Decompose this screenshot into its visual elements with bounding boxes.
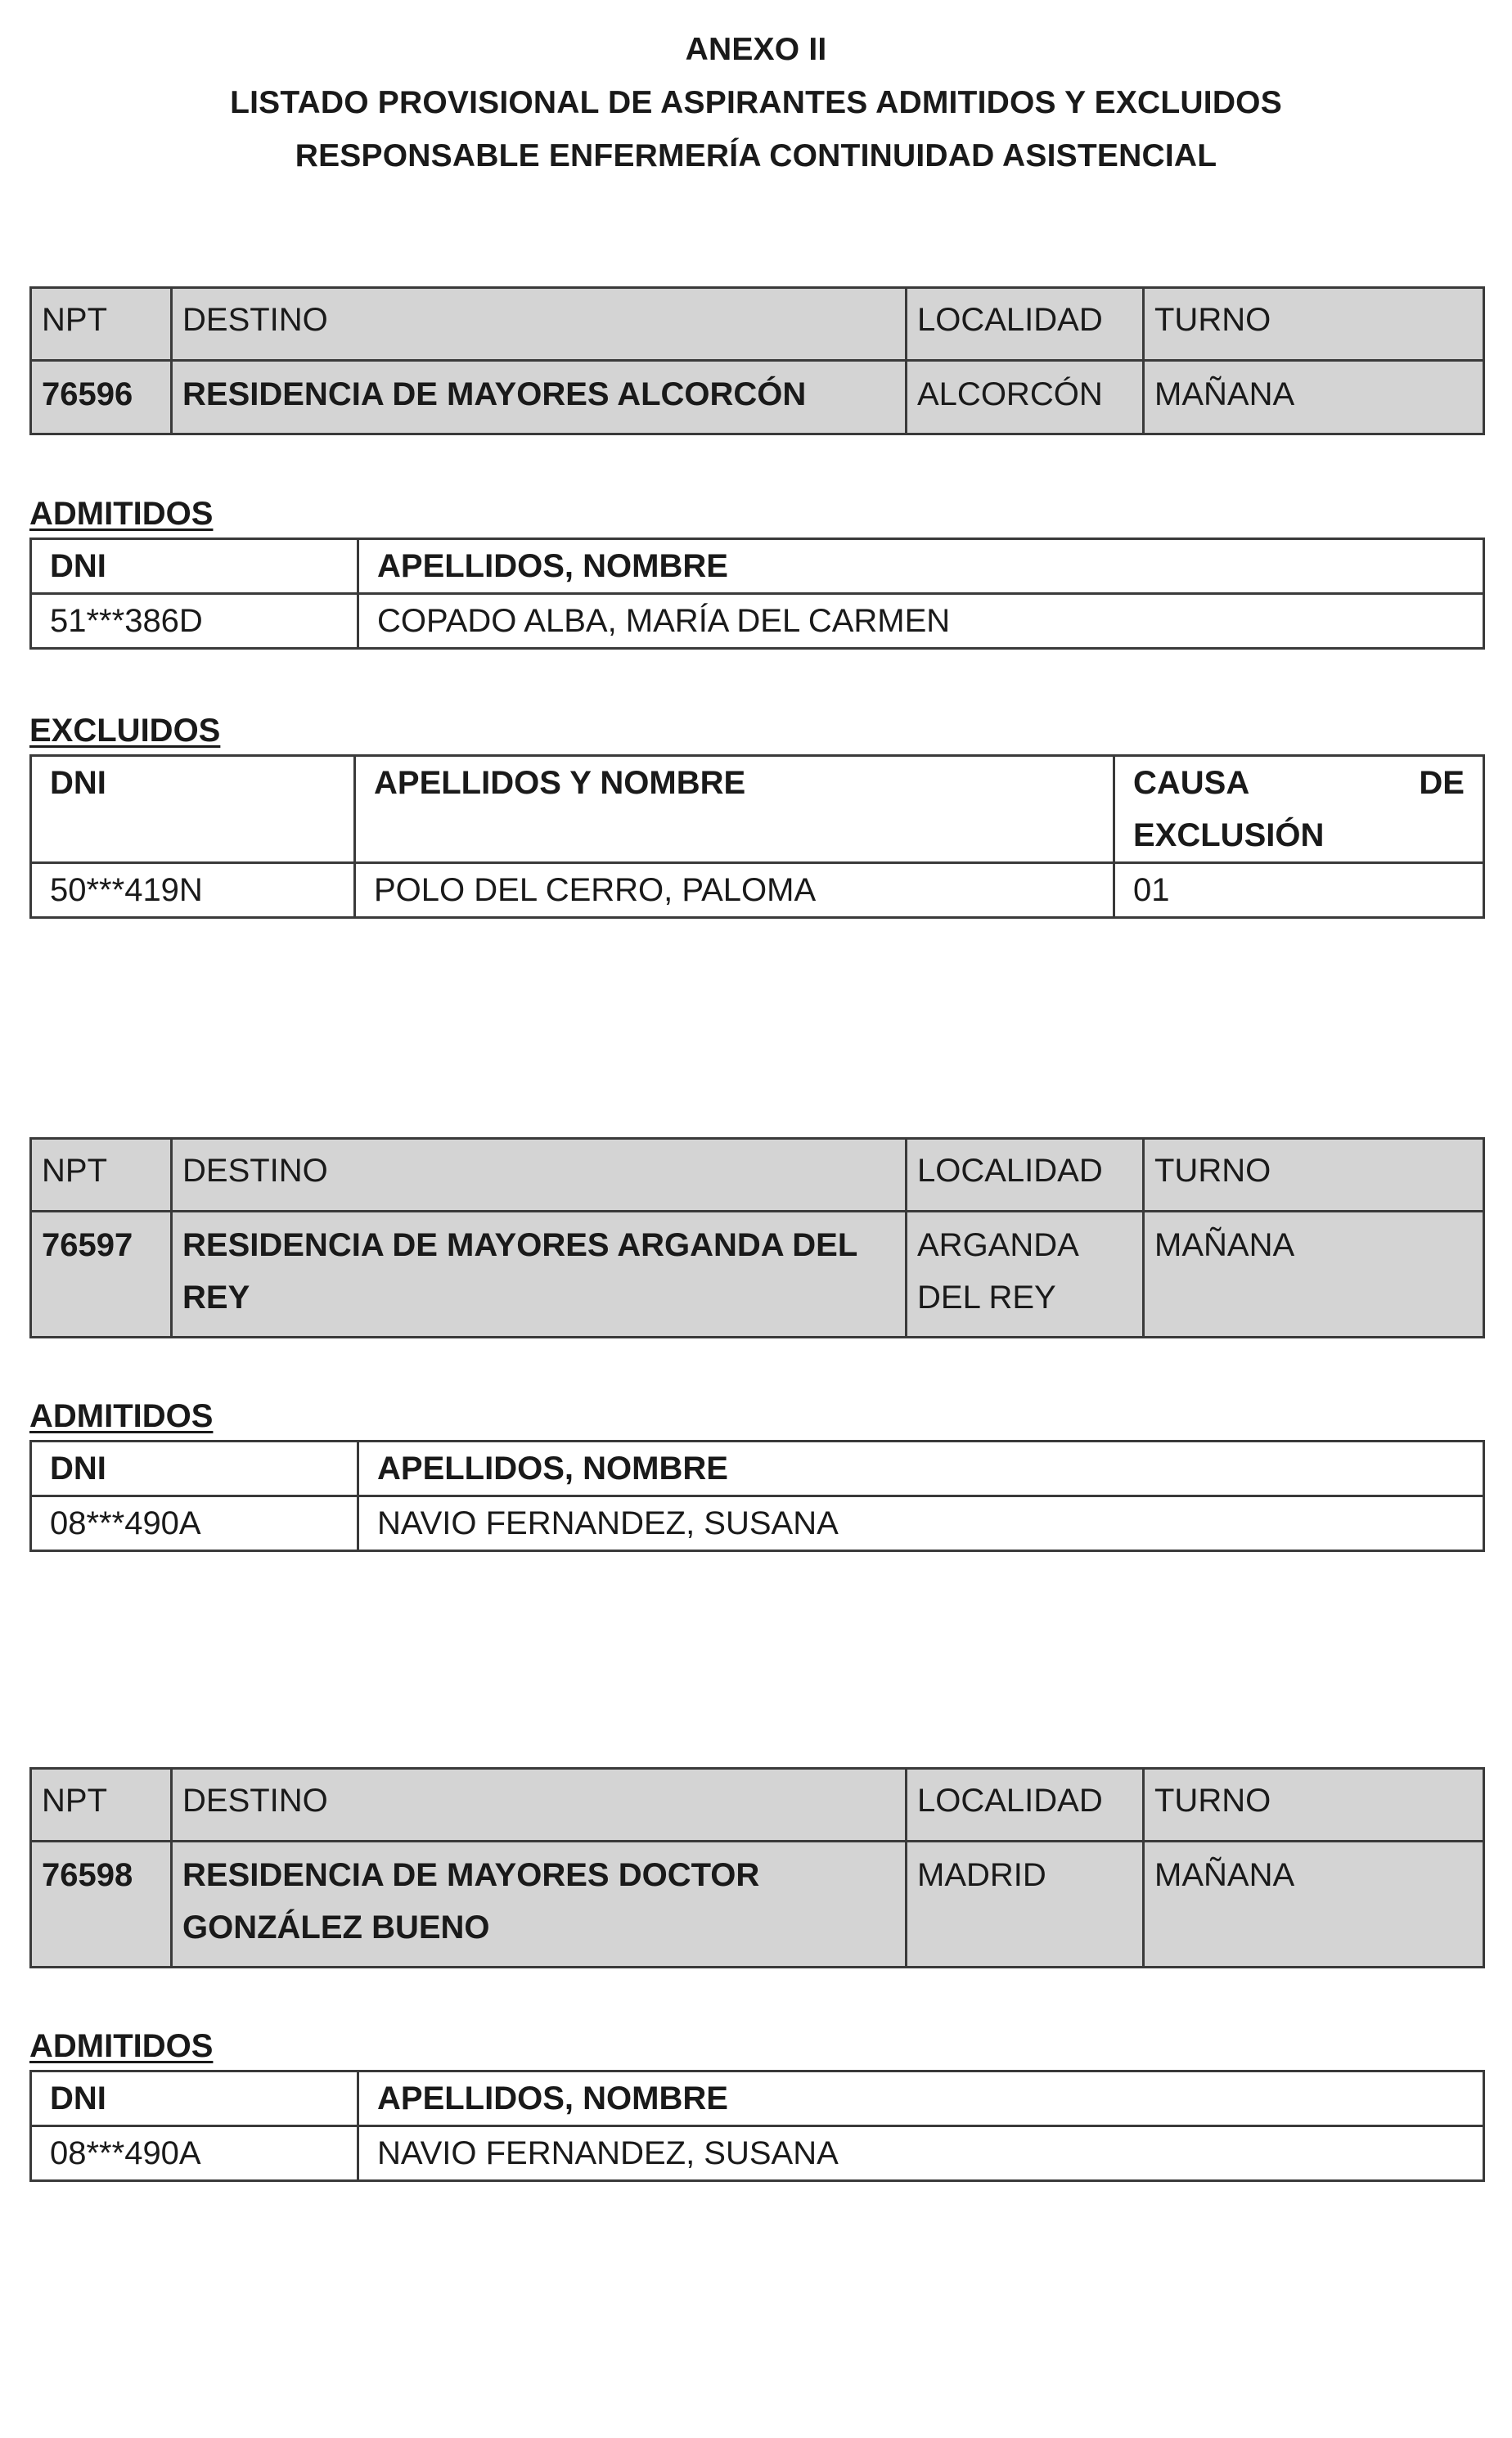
- admitidos-header-row: [31, 1442, 1484, 1496]
- destination-row: [31, 1842, 1484, 1968]
- nombre-value: POLO DEL CERRO, PALOMA: [355, 863, 1114, 918]
- destination-block-76596: [29, 286, 1483, 435]
- admitidos-table: [29, 538, 1485, 650]
- document-header: [0, 23, 1512, 182]
- list-title: LISTADO PROVISIONAL DE ASPIRANTES ADMITIDOS Y EXCLUIDOS: [230, 85, 1282, 120]
- table-row: [31, 863, 1484, 918]
- admitidos-header-row: [31, 539, 1484, 594]
- dni-header: DNI: [31, 1442, 358, 1496]
- admitidos-section-76598: [29, 2026, 1483, 2182]
- npt-value: 76598: [31, 1842, 172, 1968]
- destino-value: RESIDENCIA DE MAYORES ALCORCÓN: [172, 361, 907, 434]
- dni-value: 50***419N: [31, 863, 355, 918]
- localidad-value: MADRID: [907, 1842, 1144, 1968]
- destination-table: [29, 1767, 1485, 1968]
- destination-header-row: [31, 1139, 1484, 1212]
- apellidos-y-nombre-header: APELLIDOS Y NOMBRE: [355, 756, 1114, 863]
- dni-value: 08***490A: [31, 1496, 358, 1551]
- nombre-value: NAVIO FERNANDEZ, SUSANA: [358, 1496, 1484, 1551]
- destination-row: [31, 361, 1484, 434]
- npt-header: NPT: [31, 1139, 172, 1212]
- causa-value: 01: [1114, 863, 1484, 918]
- admitidos-header-row: [31, 2071, 1484, 2126]
- excluidos-table: [29, 754, 1485, 919]
- dni-value: 51***386D: [31, 594, 358, 649]
- destination-row: [31, 1212, 1484, 1338]
- npt-value: 76596: [31, 361, 172, 434]
- table-row: [31, 594, 1484, 649]
- turno-value: MAÑANA: [1144, 1212, 1484, 1338]
- destino-header: DESTINO: [172, 1769, 907, 1842]
- admitidos-label: ADMITIDOS: [29, 2028, 214, 2064]
- turno-header: TURNO: [1144, 288, 1484, 361]
- apellidos-nombre-header: APELLIDOS, NOMBRE: [358, 539, 1484, 594]
- destination-header-row: [31, 1769, 1484, 1842]
- npt-value: 76597: [31, 1212, 172, 1338]
- localidad-value: [907, 1212, 1144, 1338]
- excluidos-label: EXCLUIDOS: [29, 713, 221, 749]
- destino-line1: RESIDENCIA DE MAYORES DOCTOR: [182, 1857, 760, 1893]
- causa-word: CAUSA: [1133, 765, 1250, 801]
- nombre-value: NAVIO FERNANDEZ, SUSANA: [358, 2126, 1484, 2181]
- turno-header: TURNO: [1144, 1139, 1484, 1212]
- localidad-header: LOCALIDAD: [907, 1769, 1144, 1842]
- admitidos-section-76597: [29, 1396, 1483, 1552]
- turno-value: MAÑANA: [1144, 1842, 1484, 1968]
- nombre-value: COPADO ALBA, MARÍA DEL CARMEN: [358, 594, 1484, 649]
- admitidos-section-76596: [29, 493, 1483, 650]
- turno-value: MAÑANA: [1144, 361, 1484, 434]
- admitidos-label: ADMITIDOS: [29, 496, 214, 532]
- admitidos-label: ADMITIDOS: [29, 1398, 214, 1434]
- localidad-header: LOCALIDAD: [907, 1139, 1144, 1212]
- causa-exclusion-header: [1114, 756, 1484, 863]
- npt-header: NPT: [31, 1769, 172, 1842]
- destination-table: [29, 286, 1485, 435]
- destination-block-76598: [29, 1767, 1483, 1968]
- position-title: RESPONSABLE ENFERMERÍA CONTINUIDAD ASISTENCIAL: [295, 138, 1217, 173]
- destino-value: [172, 1842, 907, 1968]
- de-word: DE: [1419, 765, 1465, 801]
- apellidos-nombre-header: APELLIDOS, NOMBRE: [358, 2071, 1484, 2126]
- apellidos-nombre-header: APELLIDOS, NOMBRE: [358, 1442, 1484, 1496]
- npt-header: NPT: [31, 288, 172, 361]
- turno-header: TURNO: [1144, 1769, 1484, 1842]
- causa-header-line1: [1133, 757, 1465, 809]
- destination-table: [29, 1137, 1485, 1338]
- table-row: [31, 2126, 1484, 2181]
- excluidos-section-76596: [29, 710, 1483, 919]
- dni-header: DNI: [31, 756, 355, 863]
- annex-title: ANEXO II: [685, 32, 827, 67]
- excluidos-header-row: [31, 756, 1484, 863]
- destino-header: DESTINO: [172, 288, 907, 361]
- localidad-value: ALCORCÓN: [907, 361, 1144, 434]
- destination-header-row: [31, 288, 1484, 361]
- table-row: [31, 1496, 1484, 1551]
- destino-line2: GONZÁLEZ BUENO: [182, 1909, 490, 1945]
- localidad-line1: ARGANDA: [917, 1227, 1079, 1263]
- admitidos-table: [29, 2070, 1485, 2182]
- destino-value: RESIDENCIA DE MAYORES ARGANDA DEL REY: [172, 1212, 907, 1338]
- exclusion-word: EXCLUSIÓN: [1133, 817, 1325, 853]
- localidad-header: LOCALIDAD: [907, 288, 1144, 361]
- destination-block-76597: [29, 1137, 1483, 1338]
- dni-header: DNI: [31, 2071, 358, 2126]
- dni-value: 08***490A: [31, 2126, 358, 2181]
- dni-header: DNI: [31, 539, 358, 594]
- destino-header: DESTINO: [172, 1139, 907, 1212]
- localidad-line2: DEL REY: [917, 1280, 1056, 1316]
- admitidos-table: [29, 1440, 1485, 1552]
